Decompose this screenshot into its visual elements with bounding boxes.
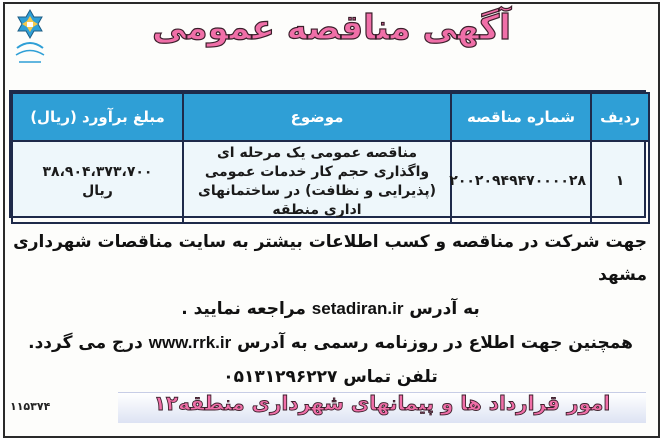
header-subject: موضوع (183, 93, 451, 141)
tender-table (9, 90, 646, 218)
amount-unit: ریال (82, 182, 113, 199)
rrk-suffix: درج می گردد. (28, 333, 143, 354)
cell-tender-number: ۲۰۰۲۰۹۴۹۴۷۰۰۰۰۲۸ (451, 141, 591, 223)
body-line-participation: جهت شرکت در مناقصه و کسب اطلاعات بیشتر به سایت مناقصات شهرداری مشهد (13, 232, 647, 286)
header-estimated-amount: مبلغ برآورد (ریال) (12, 93, 183, 141)
header-row-number: ردیف (591, 93, 649, 141)
body-line-setad (10, 292, 651, 326)
notice-body (10, 226, 651, 394)
table-row (12, 141, 649, 223)
cell-row-number: ۱ (591, 141, 649, 223)
mashhad-municipality-emblem-icon (13, 8, 47, 66)
setad-prefix: به آدرس (409, 299, 480, 320)
phone-label: تلفن تماس (343, 366, 438, 387)
setad-suffix: مراجعه نمایید . (181, 299, 306, 320)
table-header-row (12, 93, 649, 141)
header-tender-number: شماره مناقصه (451, 93, 591, 141)
cell-estimated-amount (12, 141, 183, 223)
issuer-name: امور قرارداد ها و پیمانهای شهرداری منطقه۱۲ (153, 391, 611, 415)
phone-number: ۰۵۱۳۱۲۹۶۲۲۷ (223, 366, 338, 387)
setadiran-link[interactable]: setadiran.ir (311, 299, 404, 319)
cell-subject: مناقصه عمومی یک مرحله ای واگذاری حجم کار خدمات عمومی (پذیرایی و نظافت) در ساختمانهای اداری منطقه (183, 141, 451, 223)
rrk-prefix: همچنین جهت اطلاع در روزنامه رسمی به آدرس (237, 333, 633, 354)
notice-title: آگهی مناقصه عمومی (152, 8, 511, 48)
amount-value: ۳۸،۹۰۴،۳۷۳،۷۰۰ (42, 163, 153, 180)
ad-id: ۱۱۵۳۷۴ (10, 400, 51, 413)
rrk-link[interactable]: www.rrk.ir (148, 333, 232, 353)
body-line-phone (10, 361, 651, 394)
body-line-rrk (10, 326, 651, 360)
